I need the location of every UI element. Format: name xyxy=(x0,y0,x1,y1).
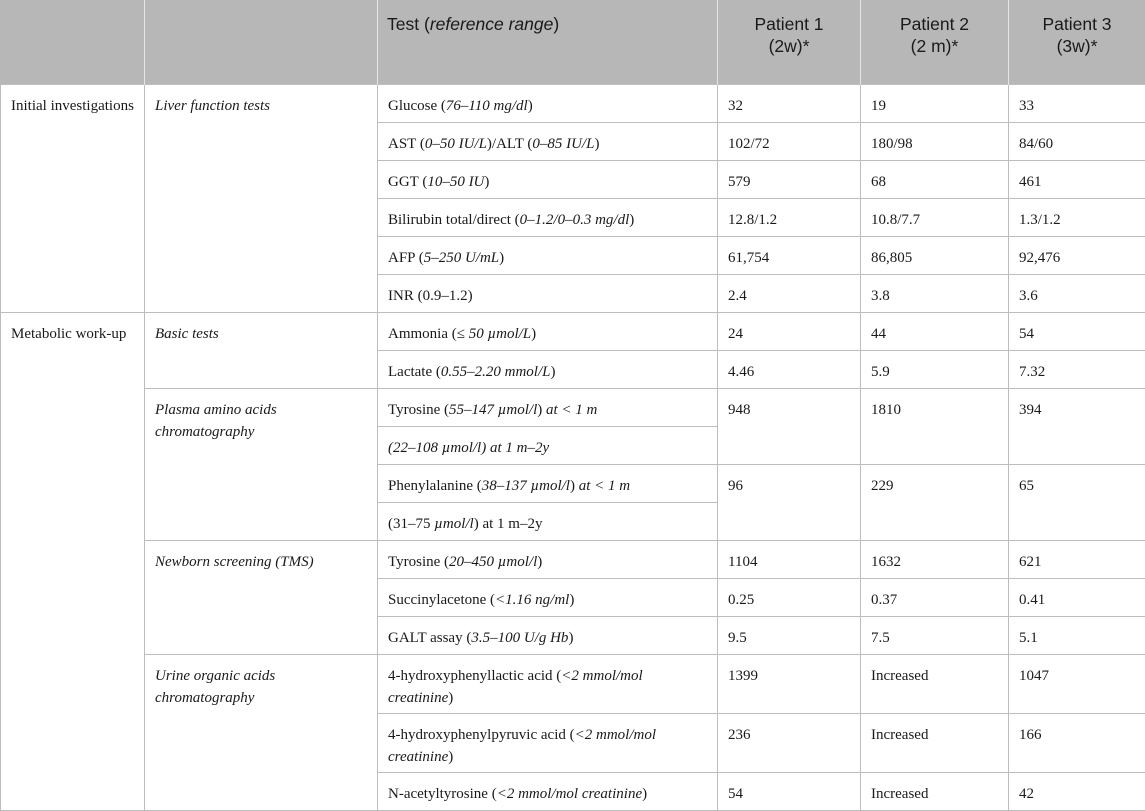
test-ref: 0–1.2/0–0.3 mg/dl xyxy=(520,212,630,228)
test-name: AST xyxy=(388,136,416,152)
ref-b-pre: (31–75 xyxy=(388,516,434,532)
test-tyrosine-plasma: Tyrosine (55–147 µmol/l) at < 1 m xyxy=(378,389,718,427)
p1-value: 579 xyxy=(718,161,861,199)
test-ast-alt: AST (0–50 IU/L)/ALT (0–85 IU/L) xyxy=(378,123,718,161)
p2-value: 3.8 xyxy=(861,275,1009,313)
test-ref-2: 0–85 IU/L xyxy=(532,136,594,152)
p1-value: 32 xyxy=(718,85,861,123)
header-patient-3 xyxy=(1009,0,1145,85)
test-ref: 20–450 µmol/l xyxy=(449,554,537,570)
header-p2-line1: Patient 2 xyxy=(900,14,969,34)
test-tyrosine-tms: Tyrosine (20–450 µmol/l) xyxy=(378,541,718,579)
header-p3-line2: (3w)* xyxy=(1057,36,1098,56)
test-name: Phenylalanine xyxy=(388,478,473,494)
p1-value: 9.5 xyxy=(718,617,861,655)
test-ref: <2 mmol/mol creatinine xyxy=(388,727,656,765)
test-glucose: Glucose (76–110 mg/dl) xyxy=(378,85,718,123)
test-name: N-acetyltyrosine xyxy=(388,786,488,802)
p3-value: 92,476 xyxy=(1009,237,1145,275)
test-ref: 0.55–2.20 mmol/L xyxy=(441,364,551,380)
p2-value: 44 xyxy=(861,313,1009,351)
test-name: GALT assay xyxy=(388,630,463,646)
test-name-2: /ALT xyxy=(492,136,524,152)
test-ggt: GGT (10–50 IU) xyxy=(378,161,718,199)
test-ammonia: Ammonia (≤ 50 µmol/L) xyxy=(378,313,718,351)
test-name: Glucose xyxy=(388,98,437,114)
test-phenylalanine-ref-b xyxy=(378,503,718,541)
test-name: Ammonia xyxy=(388,326,448,342)
test-tyrosine-plasma-ref-b: (22–108 µmol/l) at 1 m–2y xyxy=(378,427,718,465)
header-test: Test (reference range) xyxy=(378,0,718,85)
table-row xyxy=(1,85,1145,123)
test-name: 4-hydroxyphenylpyruvic acid xyxy=(388,727,566,743)
p1-value: 4.46 xyxy=(718,351,861,389)
p1-value: 102/72 xyxy=(718,123,861,161)
p1-value: 24 xyxy=(718,313,861,351)
test-inr: INR (0.9–1.2) xyxy=(378,275,718,313)
test-name: Tyrosine xyxy=(388,402,440,418)
p1-value: 61,754 xyxy=(718,237,861,275)
ref-b-post: ) at 1 m–2y xyxy=(474,516,543,532)
test-ref: 76–110 mg/dl xyxy=(446,98,528,114)
test-name: Succinylacetone xyxy=(388,592,486,608)
p3-value: 1.3/1.2 xyxy=(1009,199,1145,237)
p1-value: 948 xyxy=(718,389,861,465)
p2-value: Increased xyxy=(861,714,1009,773)
p3-value: 461 xyxy=(1009,161,1145,199)
header-p2-line2: (2 m)* xyxy=(911,36,959,56)
p2-value: 19 xyxy=(861,85,1009,123)
header-blank-2 xyxy=(145,0,378,85)
test-ref: 3.5–100 U/g Hb xyxy=(471,630,568,646)
p1-value: 96 xyxy=(718,465,861,541)
p3-value: 42 xyxy=(1009,773,1145,811)
table-row xyxy=(1,541,1145,579)
test-bilirubin: Bilirubin total/direct (0–1.2/0–0.3 mg/dl) xyxy=(378,199,718,237)
p1-value: 2.4 xyxy=(718,275,861,313)
p2-value: 180/98 xyxy=(861,123,1009,161)
p2-value: Increased xyxy=(861,655,1009,714)
header-test-label: Test xyxy=(387,14,419,34)
p3-value: 33 xyxy=(1009,85,1145,123)
p3-value: 0.41 xyxy=(1009,579,1145,617)
test-ref: 10–50 IU xyxy=(427,174,484,190)
test-age: at < 1 m xyxy=(579,478,630,494)
p3-value: 621 xyxy=(1009,541,1145,579)
test-ref: 0–50 IU/L xyxy=(425,136,487,152)
test-name: GGT xyxy=(388,174,419,190)
p3-value: 84/60 xyxy=(1009,123,1145,161)
header-p1-line1: Patient 1 xyxy=(754,14,823,34)
p2-value: 1632 xyxy=(861,541,1009,579)
test-name: 4-hydroxyphenyllactic acid xyxy=(388,668,553,684)
table-row xyxy=(1,655,1145,714)
p2-value: 10.8/7.7 xyxy=(861,199,1009,237)
test-ref: ≤ 50 µmol/L xyxy=(457,326,531,342)
p2-value: 1810 xyxy=(861,389,1009,465)
test-hppyr: 4-hydroxyphenylpyruvic acid (<2 mmol/mol creatinine) xyxy=(378,714,718,773)
test-ref: <1.16 ng/ml xyxy=(495,592,569,608)
p3-value: 5.1 xyxy=(1009,617,1145,655)
header-blank-1 xyxy=(1,0,145,85)
section-metabolic-work-up: Metabolic work-up xyxy=(1,313,145,811)
table-row xyxy=(1,389,1145,427)
p3-value: 7.32 xyxy=(1009,351,1145,389)
header-patient-1 xyxy=(718,0,861,85)
section-initial-investigations: Initial investigations xyxy=(1,85,145,313)
p3-value: 65 xyxy=(1009,465,1145,541)
p2-value: 229 xyxy=(861,465,1009,541)
test-lactate: Lactate (0.55–2.20 mmol/L) xyxy=(378,351,718,389)
p2-value: 7.5 xyxy=(861,617,1009,655)
p3-value: 394 xyxy=(1009,389,1145,465)
p1-value: 1104 xyxy=(718,541,861,579)
header-test-ref: reference range xyxy=(430,14,554,34)
test-afp: AFP (5–250 U/mL) xyxy=(378,237,718,275)
test-name: AFP xyxy=(388,250,415,266)
p1-value: 1399 xyxy=(718,655,861,714)
test-age: at < 1 m xyxy=(546,402,597,418)
p1-value: 236 xyxy=(718,714,861,773)
test-ref: <2 mmol/mol creatinine xyxy=(497,786,642,802)
p2-value: 86,805 xyxy=(861,237,1009,275)
header-row xyxy=(1,0,1145,85)
subsection-basic-tests: Basic tests xyxy=(145,313,378,389)
subsection-plasma-amino-acids: Plasma amino acids chromatography xyxy=(145,389,378,541)
test-nacetyltyrosine: N-acetyltyrosine (<2 mmol/mol creatinine) xyxy=(378,773,718,811)
test-ref: 55–147 µmol/l xyxy=(449,402,537,418)
subsection-liver-function-tests: Liver function tests xyxy=(145,85,378,313)
p2-value: 0.37 xyxy=(861,579,1009,617)
p3-value: 166 xyxy=(1009,714,1145,773)
test-ref: 38–137 µmol/l xyxy=(482,478,570,494)
p1-value: 12.8/1.2 xyxy=(718,199,861,237)
ref-b-unit: µmol/l xyxy=(434,516,473,532)
test-name: Lactate xyxy=(388,364,432,380)
test-ref: <2 mmol/mol creatinine xyxy=(388,668,643,706)
p2-value: 68 xyxy=(861,161,1009,199)
test-ref: 5–250 U/mL xyxy=(424,250,499,266)
header-patient-2 xyxy=(861,0,1009,85)
test-hppla: 4-hydroxyphenyllactic acid (<2 mmol/mol creatinine) xyxy=(378,655,718,714)
p1-value: 54 xyxy=(718,773,861,811)
test-name: Bilirubin total/direct xyxy=(388,212,511,228)
p2-value: 5.9 xyxy=(861,351,1009,389)
p2-value: Increased xyxy=(861,773,1009,811)
p3-value: 3.6 xyxy=(1009,275,1145,313)
subsection-urine-organic-acids: Urine organic acids chromatography xyxy=(145,655,378,811)
table-row xyxy=(1,313,1145,351)
subsection-newborn-screening: Newborn screening (TMS) xyxy=(145,541,378,655)
p1-value: 0.25 xyxy=(718,579,861,617)
test-succinylacetone: Succinylacetone (<1.16 ng/ml) xyxy=(378,579,718,617)
header-p1-line2: (2w)* xyxy=(769,36,810,56)
header-p3-line1: Patient 3 xyxy=(1042,14,1111,34)
test-name: Tyrosine xyxy=(388,554,440,570)
p3-value: 54 xyxy=(1009,313,1145,351)
test-galt: GALT assay (3.5–100 U/g Hb) xyxy=(378,617,718,655)
test-phenylalanine: Phenylalanine (38–137 µmol/l) at < 1 m xyxy=(378,465,718,503)
p3-value: 1047 xyxy=(1009,655,1145,714)
